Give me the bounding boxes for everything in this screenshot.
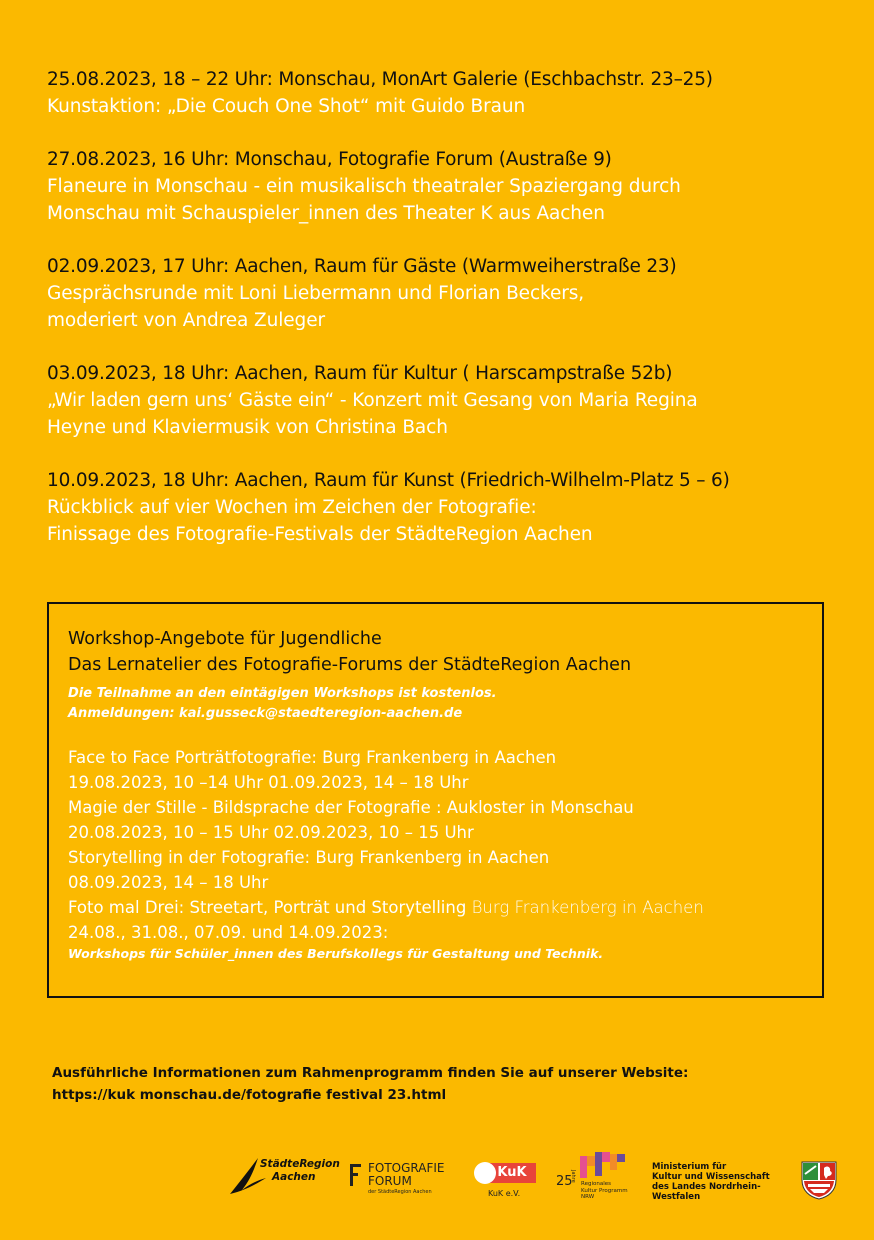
- workshop-box: [47, 602, 824, 998]
- event-heading: 03.09.2023, 18 Uhr: Aachen, Raum für Kultur ( Harscampstraße 52b): [47, 363, 673, 384]
- workshop-line-main: Foto mal Drei: Streetart, Porträt und Storytelling: [68, 898, 467, 917]
- website-link[interactable]: https://kuk monschau.de/fotografie festival 23.html: [52, 1087, 447, 1103]
- website-info: [52, 1062, 688, 1106]
- workshop-line: Face to Face Porträtfotografie: Burg Frankenberg in Aachen: [68, 748, 557, 767]
- event-description: [47, 387, 847, 441]
- event-item: [47, 66, 847, 120]
- workshop-line-location: Burg Frankenberg in Aachen: [466, 898, 704, 917]
- rkp-years: Jahre: [570, 1170, 576, 1183]
- ministry-line: des Landes Nordrhein-Westfalen: [652, 1182, 761, 1202]
- event-description-line: Heyne und Klaviermusik von Christina Bach: [47, 417, 448, 438]
- workshop-registration: Anmeldungen: kai.gusseck@staedteregion-aachen.de: [68, 706, 463, 721]
- fotografie-forum-sub: der StädteRegion Aachen: [368, 1189, 432, 1195]
- event-item: [47, 253, 847, 334]
- website-info-text: Ausführliche Informationen zum Rahmenprogramm finden Sie auf unserer Website:: [52, 1065, 689, 1081]
- event-description: [47, 93, 847, 120]
- workshop-line: 19.08.2023, 10 –14 Uhr 01.09.2023, 14 – 18 Uhr: [68, 773, 469, 792]
- rkp-logo: [556, 1152, 636, 1208]
- ministry-line: Kultur und Wissenschaft: [652, 1172, 770, 1182]
- nrw-coat-of-arms-icon: [800, 1160, 838, 1200]
- rkp-text: [581, 1181, 628, 1201]
- event-list: [47, 66, 847, 574]
- workshop-line: 24.08., 31.08., 07.09. und 14.09.2023:: [68, 923, 389, 942]
- workshop-line: Magie der Stille - Bildsprache der Fotografie : Aukloster in Monschau: [68, 798, 634, 817]
- event-description-line: Rückblick auf vier Wochen im Zeichen der Fotografie:: [47, 497, 537, 518]
- event-heading: 10.09.2023, 18 Uhr: Aachen, Raum für Kunst (Friedrich-Wilhelm-Platz 5 – 6): [47, 470, 730, 491]
- event-description: [47, 173, 847, 227]
- workshop-line: 20.08.2023, 10 – 15 Uhr 02.09.2023, 10 – 15 Uhr: [68, 823, 474, 842]
- event-description-line: Finissage des Fotografie-Festivals der StädteRegion Aachen: [47, 524, 593, 545]
- workshop-title: Workshop-Angebote für Jugendliche: [68, 629, 382, 649]
- event-heading: 02.09.2023, 17 Uhr: Aachen, Raum für Gäste (Warmweiherstraße 23): [47, 256, 677, 277]
- ministry-logo: [652, 1162, 792, 1202]
- staedteregion-logo: [228, 1154, 340, 1198]
- kuk-logo: [472, 1160, 538, 1200]
- logo-row: [0, 1150, 874, 1210]
- rkp-letters-icon: [580, 1152, 626, 1180]
- rkp-text-line: NRW: [581, 1194, 595, 1200]
- event-description: [47, 280, 847, 334]
- workshop-footnote: Workshops für Schüler_innen des Berufskollegs für Gestaltung und Technik.: [68, 946, 604, 961]
- event-item: [47, 467, 847, 548]
- event-heading: 27.08.2023, 16 Uhr: Monschau, Fotografie Forum (Austraße 9): [47, 149, 612, 170]
- workshop-line: Storytelling in der Fotografie: Burg Frankenberg in Aachen: [68, 848, 550, 867]
- kuk-label: KuK: [488, 1163, 536, 1183]
- event-description-line: Kunstaktion: „Die Couch One Shot“ mit Guido Braun: [47, 96, 526, 117]
- nrw-crest: [800, 1160, 838, 1200]
- event-description-line: Monschau mit Schauspieler_innen des Theater K aus Aachen: [47, 203, 605, 224]
- workshop-list: [68, 745, 822, 963]
- event-description-line: „Wir laden gern uns‘ Gäste ein“ - Konzert mit Gesang von Maria Regina: [47, 390, 698, 411]
- workshop-note-line: Die Teilnahme an den eintägigen Workshops ist kostenlos.: [68, 686, 497, 701]
- event-item: [47, 146, 847, 227]
- workshop-subtitle: Das Lernatelier des Fotografie-Forums der StädteRegion Aachen: [68, 655, 632, 675]
- fotografie-forum-line1: FOTOGRAFIE: [368, 1161, 445, 1175]
- fotografie-forum-f-icon: [350, 1164, 362, 1186]
- event-description-line: moderiert von Andrea Zuleger: [47, 310, 325, 331]
- fotografie-forum-logo: [350, 1162, 460, 1198]
- staedteregion-name: StädteRegion: [260, 1158, 340, 1170]
- event-description-line: Flaneure in Monschau - ein musikalisch theatraler Spaziergang durch: [47, 176, 681, 197]
- event-item: [47, 360, 847, 441]
- kuk-sub: KuK e.V.: [488, 1189, 521, 1198]
- fotografie-forum-line2: FORUM: [368, 1174, 412, 1188]
- workshop-note: [68, 684, 822, 724]
- staedteregion-city: Aachen: [272, 1171, 316, 1183]
- ministry-line: Ministerium für: [652, 1162, 727, 1172]
- rkp-number: 25: [556, 1174, 573, 1189]
- event-heading: 25.08.2023, 18 – 22 Uhr: Monschau, MonArt Galerie (Eschbachstr. 23–25): [47, 69, 713, 90]
- rkp-text-line: Kultur Programm: [581, 1187, 628, 1194]
- event-description-line: Gesprächsrunde mit Loni Liebermann und Florian Beckers,: [47, 283, 585, 304]
- workshop-line: [68, 895, 822, 920]
- event-description: [47, 494, 847, 548]
- workshop-line: 08.09.2023, 14 – 18 Uhr: [68, 873, 269, 892]
- rkp-text-line: Regionales: [581, 1181, 611, 1187]
- fotografie-forum-name: [368, 1162, 445, 1188]
- kuk-circle-icon: [474, 1162, 496, 1184]
